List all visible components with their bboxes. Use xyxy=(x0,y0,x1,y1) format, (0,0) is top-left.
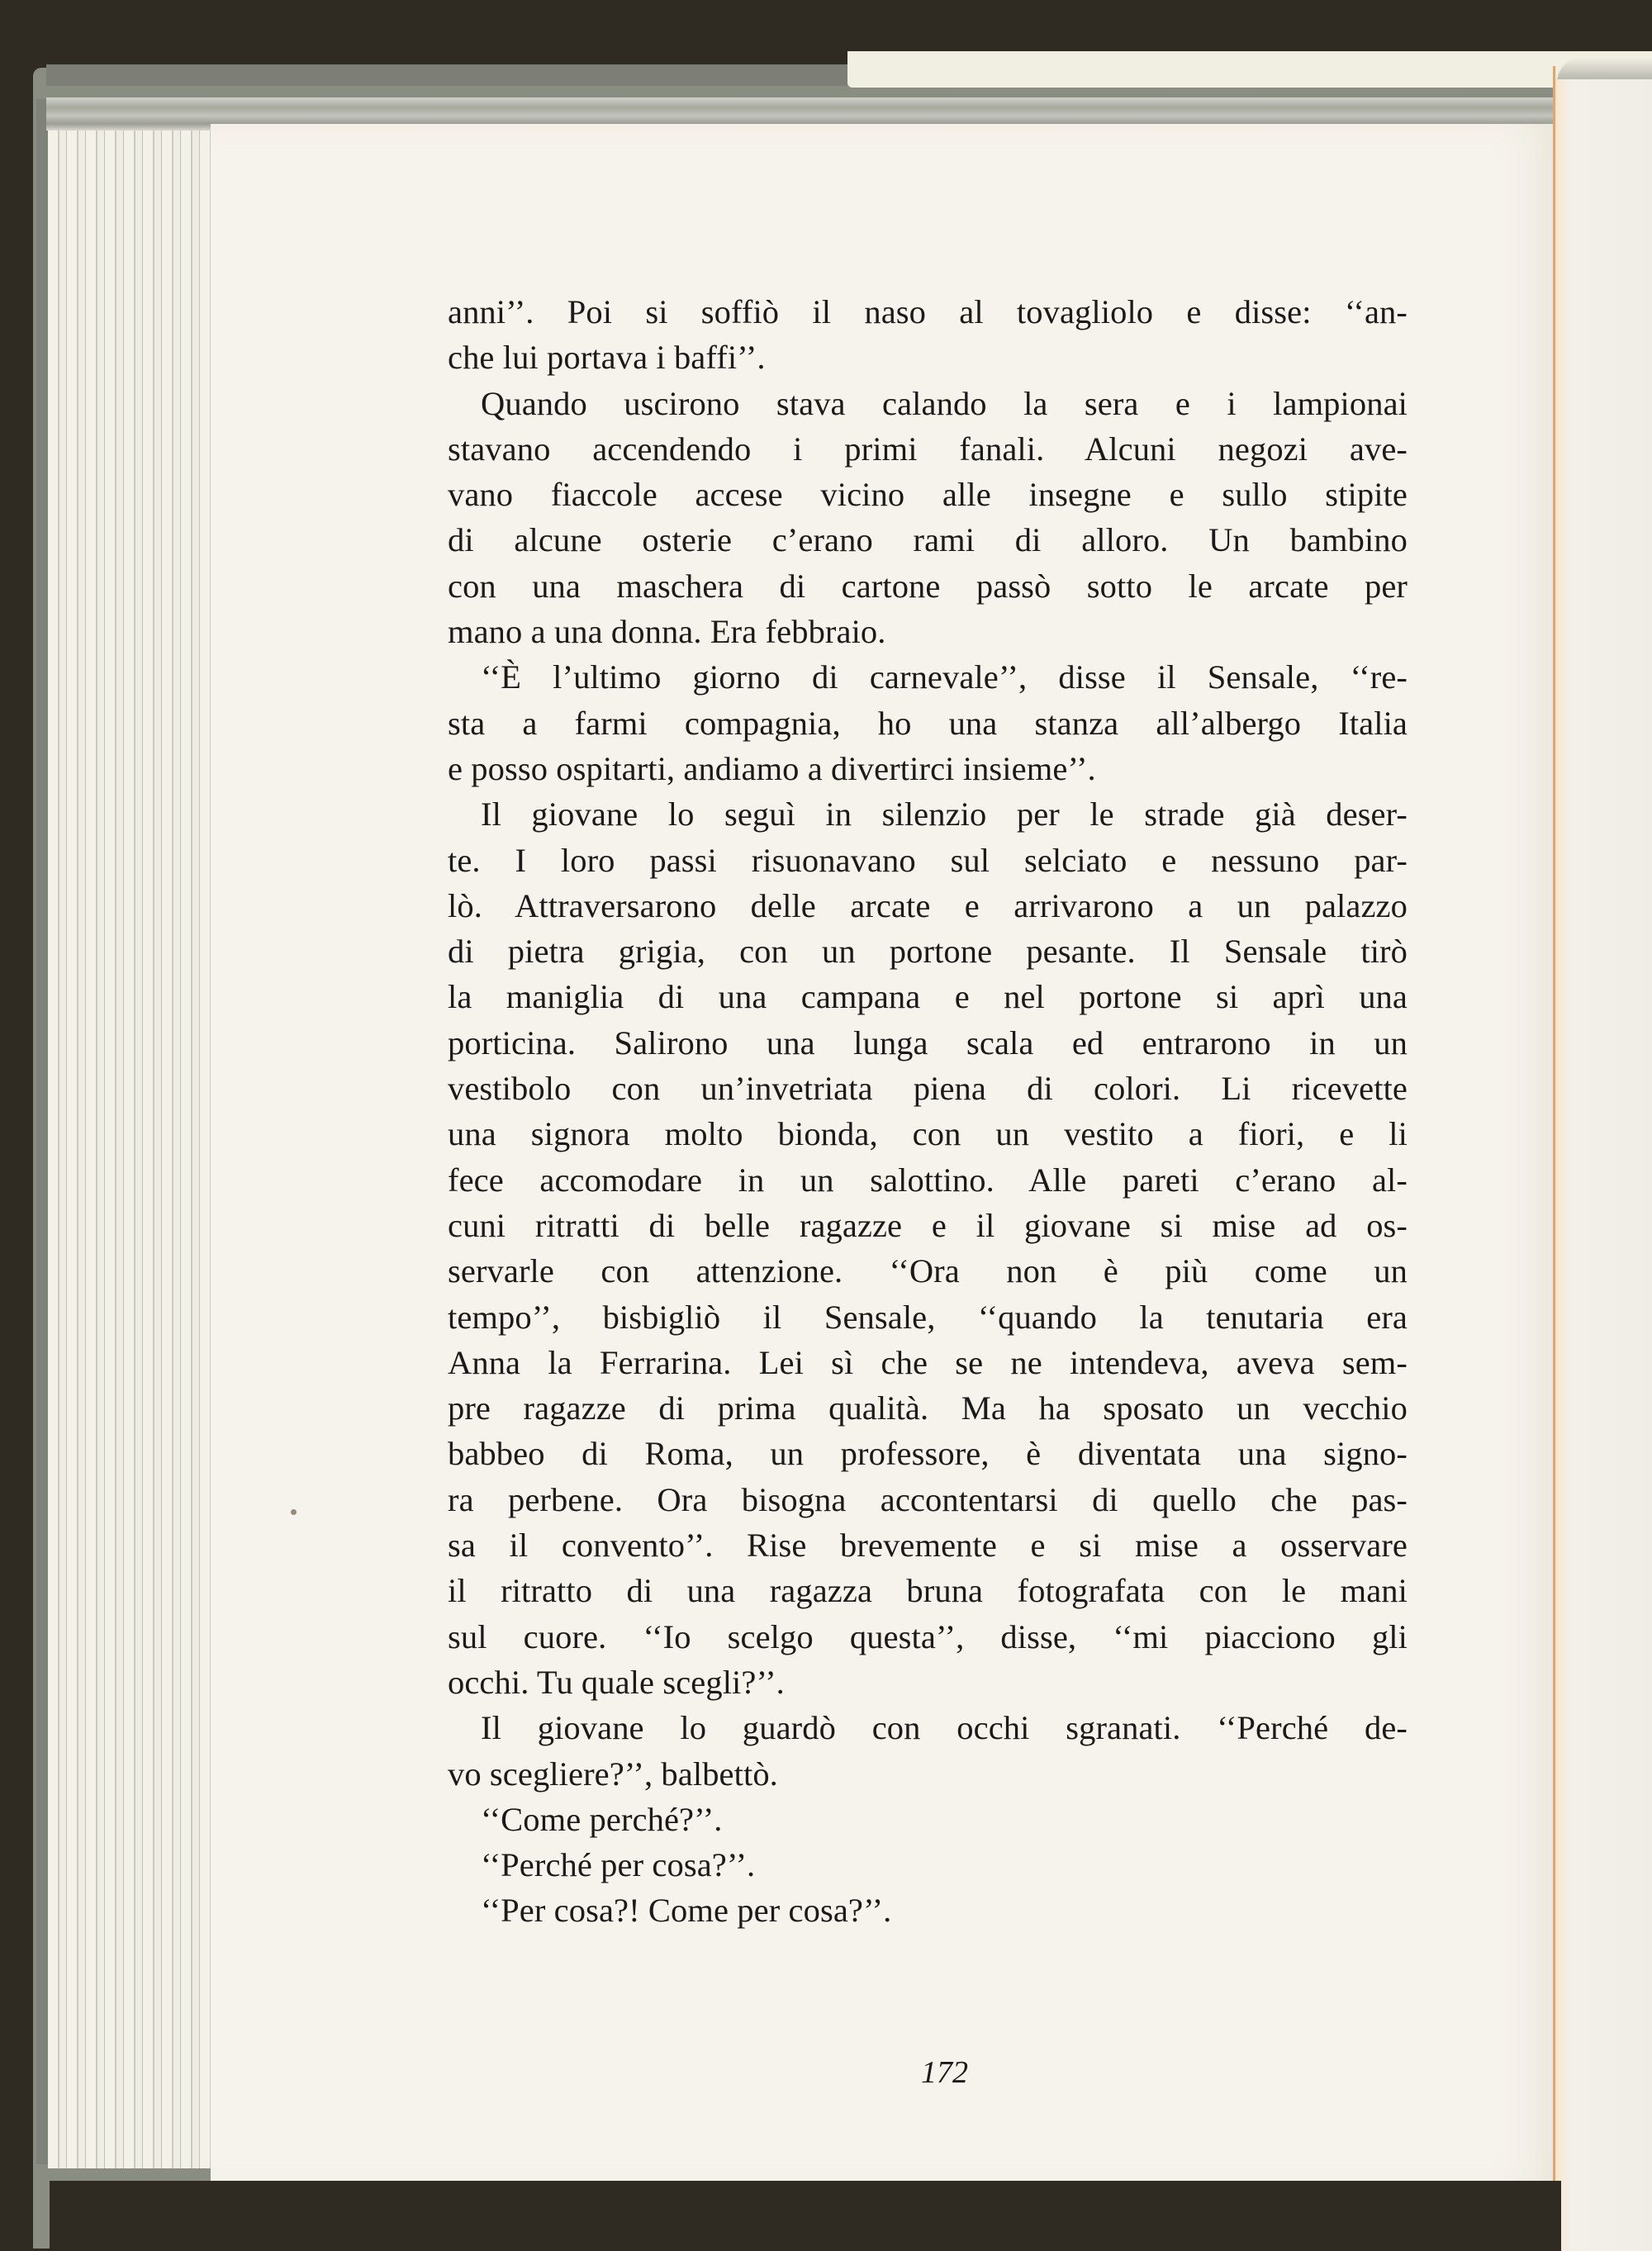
text-line: fece accomodare in un salottino. Alle pareti c’erano al- xyxy=(448,1161,1408,1199)
text-line: mano a una donna. Era febbraio. xyxy=(448,613,886,651)
text-line: ra perbene. Ora bisogna accontentarsi di quello che pas- xyxy=(448,1480,1408,1518)
text-line: vestibolo con un’invetriata piena di colori. Li ricevette xyxy=(448,1070,1408,1108)
text-line: pre ragazze di prima qualità. Ma ha sposato un vecchio xyxy=(448,1389,1408,1427)
text-line: che lui portava i baffi’’. xyxy=(448,339,766,377)
text-line: sa il convento’’. Rise brevemente e si mise a osservare xyxy=(448,1527,1408,1565)
text-line: di alcune osterie c’erano rami di alloro. Un bambino xyxy=(448,521,1408,559)
text-line: il ritratto di una ragazza bruna fotografata con le mani xyxy=(448,1572,1408,1610)
text-line: stavano accendendo i primi fanali. Alcuni negozi ave- xyxy=(448,430,1408,468)
text-line: e posso ospitarti, andiamo a divertirci insieme’’. xyxy=(448,749,1096,787)
text-line: sul cuore. ‘‘Io scelgo questa’’, disse, ‘‘mi piacciono gli xyxy=(448,1617,1408,1655)
text-line: occhi. Tu quale scegli?’’. xyxy=(448,1663,785,1701)
gutter xyxy=(1553,66,1555,2251)
text-line: Quando uscirono stava calando la sera e i lampionai xyxy=(481,384,1408,422)
text-line: lò. Attraversarono delle arcate e arrivarono a un palazzo xyxy=(448,886,1408,924)
page-number: 172 xyxy=(921,2055,968,2090)
text-line: porticina. Salirono una lunga scala ed entrarono in un xyxy=(448,1023,1408,1061)
text-line: vano fiaccole accese vicino alle insegne e sullo stipite xyxy=(448,476,1408,514)
text-line: te. I loro passi risuonavano sul selciato e nessuno par- xyxy=(448,841,1408,879)
text-line: con una maschera di cartone passò sotto le arcate per xyxy=(448,567,1408,605)
text-line: ‘‘Come perché?’’. xyxy=(481,1800,723,1838)
text-line: babbeo di Roma, un professore, è diventata una signo- xyxy=(448,1435,1408,1473)
text-line: ‘‘Per cosa?! Come per cosa?’’. xyxy=(481,1892,892,1930)
text-line: ‘‘Perché per cosa?’’. xyxy=(481,1846,756,1884)
text-line: tempo’’, bisbigliò il Sensale, ‘‘quando la tenutaria era xyxy=(448,1298,1408,1336)
text-line: ‘‘È l’ultimo giorno di carnevale’’, disse il Sensale, ‘‘re- xyxy=(481,658,1408,696)
text-line: sta a farmi compagnia, ho una stanza all’albergo Italia xyxy=(448,704,1408,742)
text-line: vo scegliere?’’, balbettò. xyxy=(448,1755,778,1793)
page-stack-edges xyxy=(48,99,217,2168)
text-line: servarle con attenzione. ‘‘Ora non è più come un xyxy=(448,1252,1408,1290)
paper-speck xyxy=(291,1509,297,1515)
text-line: di pietra grigia, con un portone pesante. Il Sensale tirò xyxy=(448,933,1408,971)
right-page xyxy=(1555,79,1652,2251)
top-page-edge-strip xyxy=(847,51,1652,88)
text-line: anni’’. Poi si soffiò il naso al tovagliolo e disse: ‘‘an- xyxy=(448,293,1408,330)
body-text xyxy=(448,289,1408,1934)
text-line: una signora molto bionda, con un vestito a fiori, e li xyxy=(448,1115,1408,1153)
text-line: Il giovane lo seguì in silenzio per le strade già deser- xyxy=(481,795,1408,833)
text-line: Il giovane lo guardò con occhi sgranati. ‘‘Perché de- xyxy=(481,1709,1408,1747)
text-line: Anna la Ferrarina. Lei sì che se ne intendeva, aveva sem- xyxy=(448,1343,1408,1381)
bottom-background xyxy=(50,2181,1561,2251)
text-line: cuni ritratti di belle ragazze e il giovane si mise ad os- xyxy=(448,1206,1408,1244)
text-line: la maniglia di una campana e nel portone si aprì una xyxy=(448,978,1408,1016)
top-cover-tab xyxy=(46,64,847,86)
